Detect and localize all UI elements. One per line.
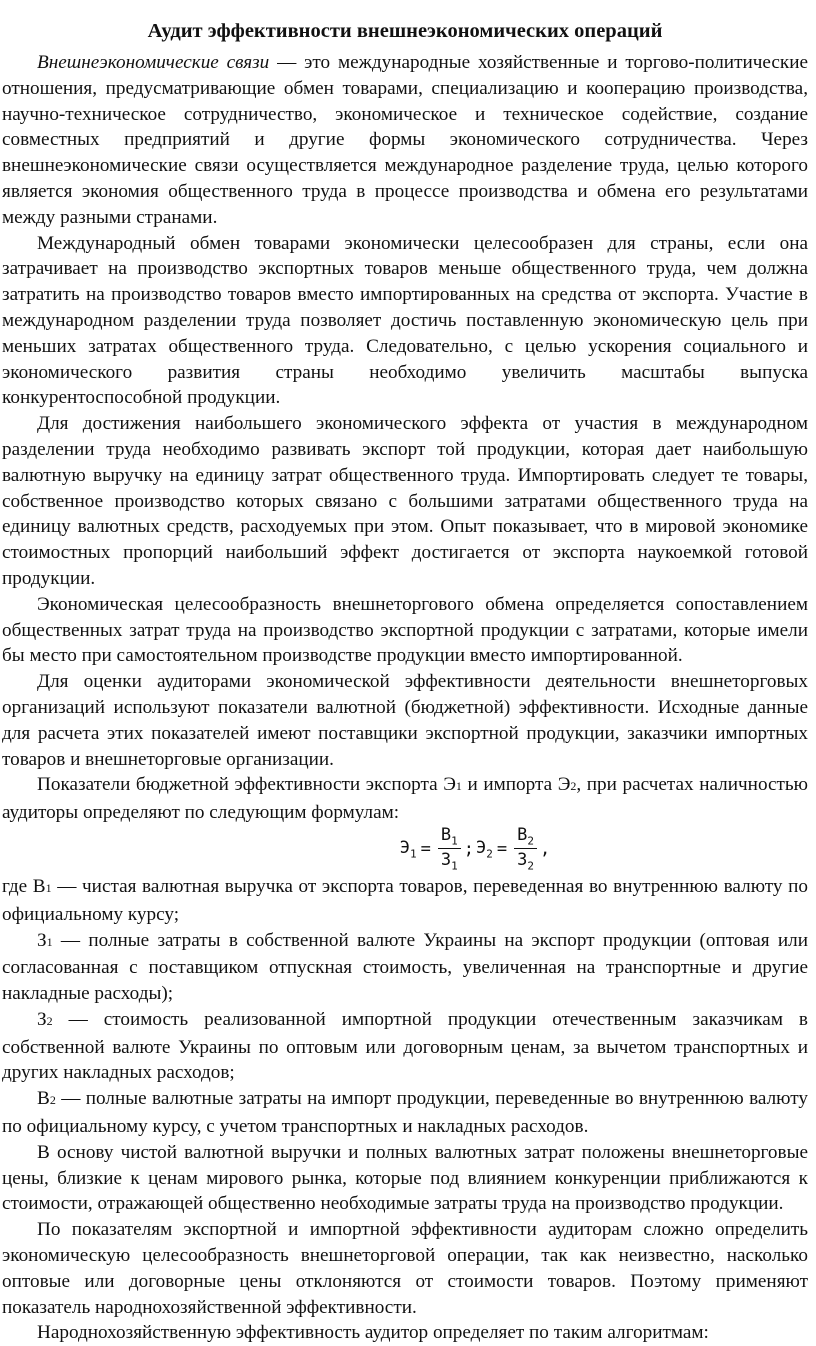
subscript: 1 [455,779,462,794]
formula-separator: ; [463,838,474,859]
formula-lhs-export: $Э_1$ [399,837,417,861]
text-run: где В [2,875,46,897]
formula-numerator: $В_1$ [438,825,461,849]
formula-denominator: $З_1$ [440,850,458,873]
text-run: — чистая валютная выручка от экспорта товаров, переведенная во внутреннюю валюту по официальному курсу; [2,875,808,925]
text-run: — полные валютные затраты на импорт продукции, переведенные во внутреннюю валюту по официальному курсу, с учетом транспортных и накладных расходов. [2,1088,808,1138]
formula-fraction-export [438,825,461,873]
subscript: 2 [570,779,577,794]
text-run: Показатели бюджетной эффективности экспорта Э [37,774,456,796]
text-run: , при расчетах наличностью аудиторы определяют по следующим формулам: [2,774,809,824]
subscript: 2 [46,1013,53,1028]
text-run: и импорта Э [461,774,571,796]
paragraph-national-efficiency: По показателям экспортной и импортной эффективности аудиторам сложно определить экономическую целесообразность внешнеторговой операции, так как неизвестно, насколько оптовые или договорные цены отклоняются от стоимости товаров. Поэтому применяют показатель народнохозяйственной эффективности. [2,1219,808,1318]
paragraph-definition [2,50,808,231]
subscript: 1 [46,934,53,949]
formula-equals: = [420,838,431,859]
text-run: — полные затраты в собственной валюте Украины на экспорт продукции (оптовая или согласованная с поставщиком отпускная стоимость, увеличенная на транспортные и другие накладные расходы); [2,929,808,1005]
definition-v2 [2,1086,808,1140]
paragraph-expediency: Экономическая целесообразность внешнеторгового обмена определяется сопоставлением общественных затрат труда на производство экспортной продукции с затратами, которые имели бы место при самостоятельном производстве продукции вместо импортированной. [2,593,808,667]
definition-z2 [2,1007,808,1086]
formula-lhs-import: $Э_2$ [476,837,493,861]
paragraph-auditor-evaluation: Для оценки аудиторами экономической эффективности деятельности внешнеторговых организаций используют показатели валютной (бюджетной) эффективности. Исходные данные для расчета этих показателей имеют поставщики экспортной продукции, заказчики импортных товаров и внешнеторговые организации. [2,671,808,770]
text-run: З [37,929,47,951]
paragraph-text: — это международные хозяйственные и торгово-политические отношения, предусматривающие обмен товарами, специализацию и кооперацию производства, научно-техническое сотрудничество, экономическое и техническое содействие, создание совместных предприятий и другие формы экономического сотрудничества. Через внешнеэкономические связи осуществляется международное разделение труда, целью которого является экономия общественного труда в процессе производства и обмена его результатами между разными странами. [2,52,808,228]
formula-numerator: $В_2$ [514,825,537,849]
text-run: — стоимость реализованной импортной продукции отечественным заказчикам в собственной валюте Украины по оптовым или договорным ценам, за вычетом транспортных и других накладных расходов; [2,1008,808,1084]
term-emphasis: Внешнеэкономические связи [37,52,270,73]
formula-end: , [540,838,551,859]
formula-equals: = [496,838,508,859]
formula-fraction-import [514,825,537,873]
text-run: З [37,1008,47,1030]
subscript: 1 [45,880,52,895]
paragraph-algorithms: Народнохозяйственную эффективность аудитор определяет по таким алгоритмам: [37,1322,709,1344]
efficiency-formula [142,822,808,876]
page-title: Аудит эффективности внешнеэкономических операций [147,20,663,42]
paragraph-max-effect: Для достижения наибольшего экономического эффекта от участия в международном разделении труда необходимо развивать экспорт той продукции, которая дает наибольшую валютную выручку на единицу затрат общественного труда. Импортировать следует те товары, собственное производство которых связано с большими затратами общественного труда на единицу валютных средств, расходуемых при этом. Опыт показывает, что в мировой экономике стоимостных пропорций наибольший эффект достигается от экспорта наукоемкой готовой продукции. [2,413,808,589]
paragraph-budget-indicators [2,772,808,826]
definition-z1 [2,928,808,1007]
paragraph-international-exchange: Международный обмен товарами экономически целесообразен для страны, если она затрачивает на производство экспортных товаров меньше общественного труда, чем должна затратить на производство товаров вместо импортированных на средства от экспорта. Участие в международном разделении труда позволяет достичь поставленную экономическую цель при меньших затратах общественного труда. Следовательно, с целью ускорения социального и экономического развития страны необходимо увеличить масштабы выпуска конкурентоспособной продукции. [2,232,808,409]
paragraph-world-prices: В основу чистой валютной выручки и полных валютных затрат положены внешнеторговые цены, близкие к ценам мирового рынка, которые под влиянием конкуренции приближаются к стоимости, отражающей общественно необходимые затраты труда на производство продукции. [2,1141,808,1215]
text-run: В [37,1088,50,1110]
subscript: 2 [49,1093,56,1108]
formula-denominator: $З_2$ [517,850,534,873]
definition-v1 [2,874,808,928]
